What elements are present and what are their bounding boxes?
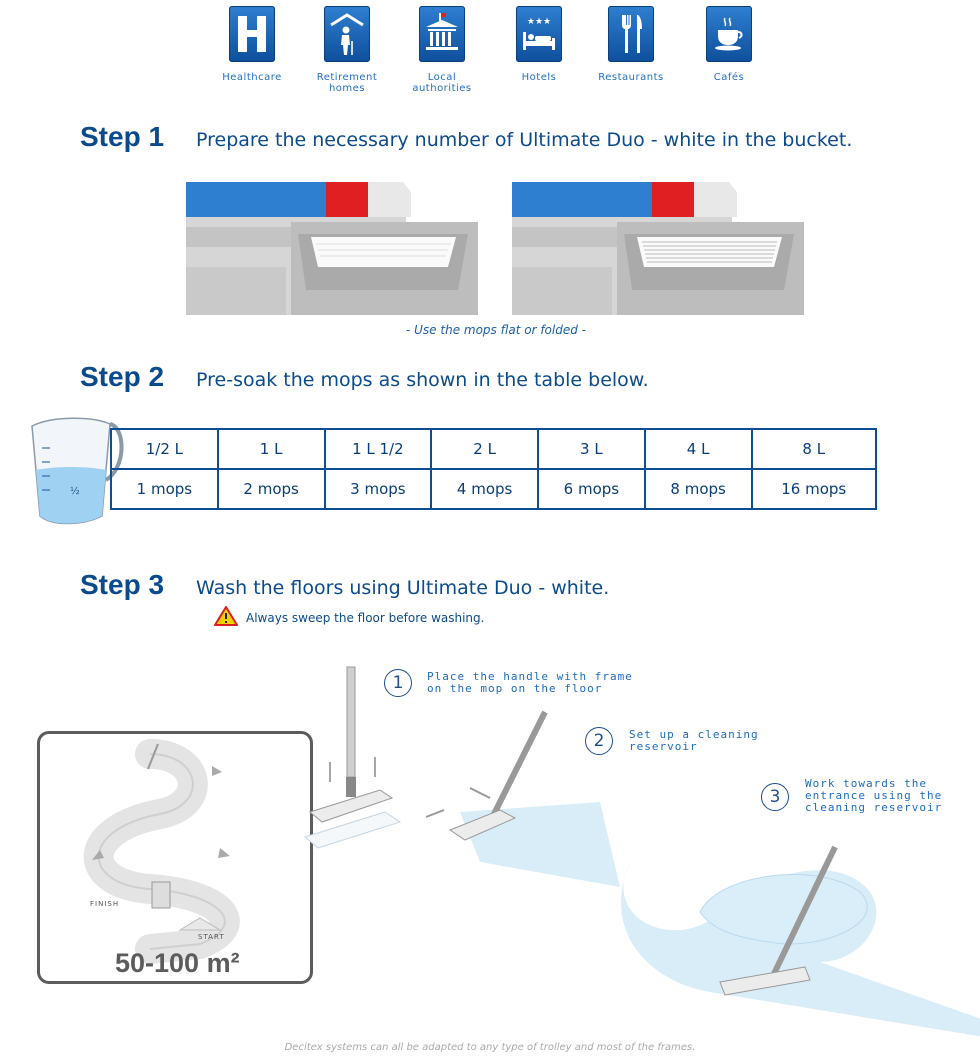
sector-hotels (494, 6, 584, 83)
finish-label: FINISH (90, 900, 120, 908)
instruction-number: 1 (384, 669, 412, 697)
presoak-table (110, 428, 877, 510)
svg-text:★★★: ★★★ (526, 17, 552, 27)
step3-text: Wash the floors using Ultimate Duo - white. (196, 577, 610, 599)
step3-number: Step 3 (80, 569, 165, 600)
start-label: START (198, 933, 225, 941)
sector-label: Retirement homes (316, 72, 378, 94)
sector-label: Healthcare (222, 72, 282, 83)
table-cell: 8 L (752, 429, 877, 469)
sector-restaurants (586, 6, 676, 83)
sector-cafes (684, 6, 774, 83)
table-cell: 3 L (538, 429, 645, 469)
table-cell: 4 L (645, 429, 752, 469)
table-cell: 2 mops (218, 469, 325, 509)
step2-text: Pre-soak the mops as shown in the table below. (196, 369, 649, 391)
town-hall-icon (419, 6, 465, 62)
step3-warning: Always sweep the floor before washing. (246, 611, 485, 625)
table-cell: 1 L (218, 429, 325, 469)
jug-mark: ½ (70, 486, 80, 497)
mop-usage-illustration (300, 662, 980, 1038)
s-path-diagram (40, 734, 310, 981)
table-cell: 1 L 1/2 (325, 429, 432, 469)
sector-label: Restaurants (598, 72, 664, 83)
instruction-line: entrance using the (805, 789, 943, 802)
hospital-icon (229, 6, 275, 62)
warning-icon (214, 606, 238, 626)
table-row-volumes (111, 429, 876, 469)
table-cell: 1 mops (111, 469, 218, 509)
sector-label: Hotels (521, 72, 557, 83)
instruction-line: Place the handle with frame (427, 670, 633, 683)
instruction-line: cleaning reservoir (805, 801, 943, 814)
instruction-line: reservoir (629, 740, 698, 753)
fork-knife-icon (608, 6, 654, 62)
step1-number: Step 1 (80, 121, 165, 152)
table-cell: 16 mops (752, 469, 877, 509)
sector-label: Cafés (713, 72, 745, 83)
sector-local-authorities (397, 6, 487, 94)
area-label: 50-100 m² (115, 948, 240, 978)
instruction-line: Set up a cleaning (629, 728, 759, 741)
instruction-number: 3 (761, 783, 789, 811)
hotel-bed-icon (516, 6, 562, 62)
instruction-line: on the mop on the floor (427, 682, 603, 695)
cleaning-path-panel (37, 731, 313, 984)
elderly-person-icon (324, 6, 370, 62)
bucket-flat-mops-illustration (186, 182, 478, 315)
table-cell: 8 mops (645, 469, 752, 509)
table-cell: 2 L (431, 429, 538, 469)
step1-text: Prepare the necessary number of Ultimate Duo - white in the bucket. (196, 129, 853, 151)
step1-caption: - Use the mops flat or folded - (406, 323, 586, 337)
table-cell: 3 mops (325, 469, 432, 509)
instruction-number: 2 (585, 727, 613, 755)
sector-label: Local authorities (412, 72, 472, 94)
bucket-folded-mops-illustration (512, 182, 804, 315)
table-cell: 6 mops (538, 469, 645, 509)
instruction-line: Work towards the (805, 777, 927, 790)
sector-retirement-homes (302, 6, 392, 94)
coffee-cup-icon (706, 6, 752, 62)
table-cell: 4 mops (431, 469, 538, 509)
sector-healthcare (207, 6, 297, 83)
footer-note: Decitex systems can all be adapted to any type of trolley and most of the frames. (284, 1042, 696, 1053)
table-cell: 1/2 L (111, 429, 218, 469)
table-row-mops (111, 469, 876, 509)
step2-number: Step 2 (80, 361, 165, 392)
